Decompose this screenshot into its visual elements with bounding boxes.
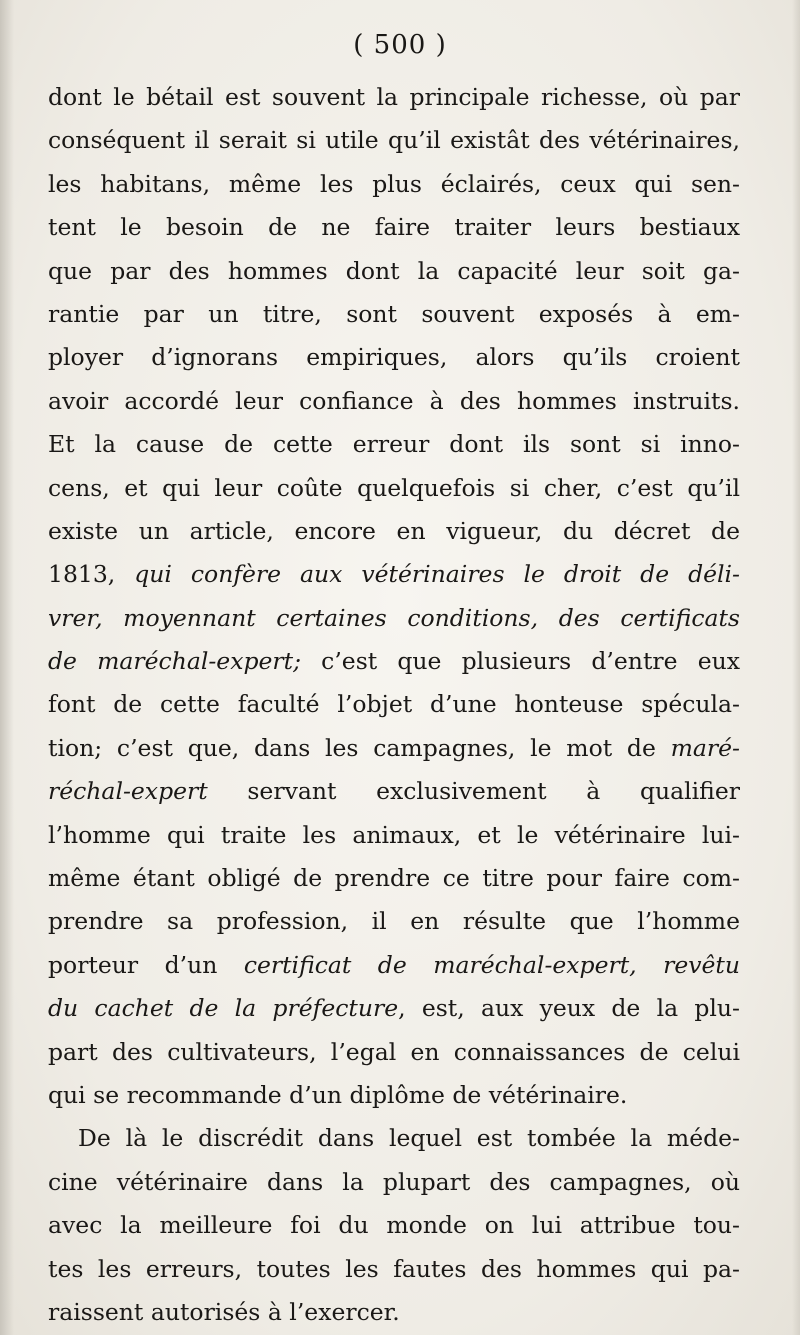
text-line-content — [48, 380, 740, 423]
text-line-content — [48, 944, 740, 987]
text-line-content — [48, 1074, 740, 1117]
roman-text: c’est que plusieurs d’entre eux — [301, 647, 740, 676]
italic-text: du cachet de la préfecture — [48, 994, 399, 1023]
text-line-content — [48, 770, 740, 813]
page-number: ( 500 ) — [353, 30, 447, 60]
roman-text: font de cette faculté l’objet d’une honteuse spécula- — [48, 690, 740, 719]
roman-text: tent le besoin de ne faire traiter leurs bestiaux — [48, 213, 740, 242]
roman-text: même étant obligé de prendre ce titre pour faire com- — [48, 864, 740, 893]
text-line-content — [48, 163, 740, 206]
roman-text: cens, et qui leur coûte quelquefois si cher, c’est qu’il — [48, 473, 740, 502]
text-line — [48, 1291, 740, 1334]
text-line — [48, 1074, 740, 1117]
roman-text: que par des hommes dont la capacité leur soit ga- — [48, 256, 740, 285]
text-line-content — [48, 857, 740, 900]
roman-text: cine vétérinaire dans la plupart des campagnes, où — [48, 1167, 740, 1196]
text-line — [48, 380, 740, 423]
roman-text: De là le discrédit dans lequel est tombée la méde- — [78, 1124, 740, 1153]
roman-text: part des cultivateurs, l’egal en connaissances de celui — [48, 1037, 740, 1066]
roman-text: dont le bétail est souvent la principale richesse, où par — [48, 83, 740, 111]
text-line-content — [78, 1117, 740, 1160]
text-line — [48, 553, 740, 596]
text-line — [48, 727, 740, 770]
text-line-content — [48, 727, 740, 770]
text-line-content — [48, 814, 740, 857]
text-line-content — [48, 987, 740, 1030]
text-line-content — [48, 467, 740, 510]
text-line — [48, 163, 740, 206]
text-line-content — [48, 76, 740, 119]
page-shadow-right — [792, 0, 800, 1335]
text-line-content — [48, 206, 740, 249]
text-line-content — [48, 336, 740, 379]
text-line — [48, 1161, 740, 1204]
text-line — [48, 770, 740, 813]
italic-text: certificat de maréchal-expert, revêtu — [243, 950, 740, 979]
italic-text: vrer, moyennant certaines conditions, des certificats — [48, 603, 740, 632]
text-line-content — [48, 597, 740, 640]
roman-text: servant exclusivement à qualifier — [207, 777, 740, 806]
text-line — [48, 76, 740, 119]
text-line-content — [48, 250, 740, 293]
roman-text: , est, aux yeux de la plu- — [398, 994, 740, 1023]
text-line-content — [48, 900, 740, 943]
roman-text: avec la meilleure foi du monde on lui attribue tou- — [48, 1211, 740, 1240]
text-line — [48, 814, 740, 857]
roman-text: prendre sa profession, il en résulte que l’homme — [48, 907, 740, 936]
italic-text: réchal-expert — [48, 777, 208, 806]
text-line — [48, 597, 740, 640]
text-line — [48, 857, 740, 900]
text-line-content — [48, 640, 740, 683]
roman-text: conséquent il serait si utile qu’il existât des vétérinaires, — [48, 126, 740, 155]
text-line-content — [48, 1204, 740, 1247]
roman-text: ployer d’ignorans empiriques, alors qu’ils croient — [48, 343, 740, 372]
roman-text: qui se recommande d’un diplôme de vétérinaire. — [48, 1080, 628, 1109]
text-line-content — [48, 119, 740, 162]
text-line — [48, 119, 740, 162]
text-line-content — [48, 553, 740, 596]
roman-text: tion; c’est que, dans les campagnes, le mot de — [48, 733, 671, 762]
roman-text: 1813, — [48, 560, 135, 589]
text-line — [48, 206, 740, 249]
text-line — [48, 293, 740, 336]
text-line — [48, 640, 740, 683]
body-text — [48, 76, 740, 1334]
text-line-content — [48, 1248, 740, 1291]
italic-text: maré- — [670, 733, 740, 762]
text-line — [48, 1204, 740, 1247]
text-line-content — [48, 423, 740, 466]
text-line — [48, 1117, 740, 1160]
text-line — [48, 1248, 740, 1291]
text-line — [48, 250, 740, 293]
text-line-content — [48, 1291, 740, 1334]
text-line — [48, 1031, 740, 1074]
roman-text: Et la cause de cette erreur dont ils sont si inno- — [48, 430, 740, 459]
page-shadow-left — [0, 0, 14, 1335]
text-line — [48, 683, 740, 726]
text-line — [48, 987, 740, 1030]
text-line — [48, 900, 740, 943]
roman-text: les habitans, même les plus éclairés, ceux qui sen- — [48, 169, 740, 198]
italic-text: de maréchal-expert; — [48, 647, 302, 676]
roman-text: existe un article, encore en vigueur, du décret de — [48, 516, 740, 545]
text-line — [48, 423, 740, 466]
roman-text: raissent autorisés à l’exercer. — [48, 1297, 400, 1326]
roman-text: l’homme qui traite les animaux, et le vétérinaire lui- — [48, 820, 740, 849]
text-line — [48, 336, 740, 379]
roman-text: avoir accordé leur confiance à des hommes instruits. — [48, 386, 740, 415]
italic-text: qui confère aux vétérinaires le droit de déli- — [134, 560, 740, 589]
text-line — [48, 510, 740, 553]
text-line-content — [48, 1161, 740, 1204]
roman-text: tes les erreurs, toutes les fautes des hommes qui pa- — [48, 1254, 740, 1283]
roman-text: rantie par un titre, sont souvent exposés à em- — [48, 299, 740, 328]
roman-text: porteur d’un — [48, 950, 244, 979]
text-line — [48, 467, 740, 510]
text-line-content — [48, 293, 740, 336]
text-line-content — [48, 683, 740, 726]
text-line — [48, 944, 740, 987]
text-line-content — [48, 510, 740, 553]
text-line-content — [48, 1031, 740, 1074]
